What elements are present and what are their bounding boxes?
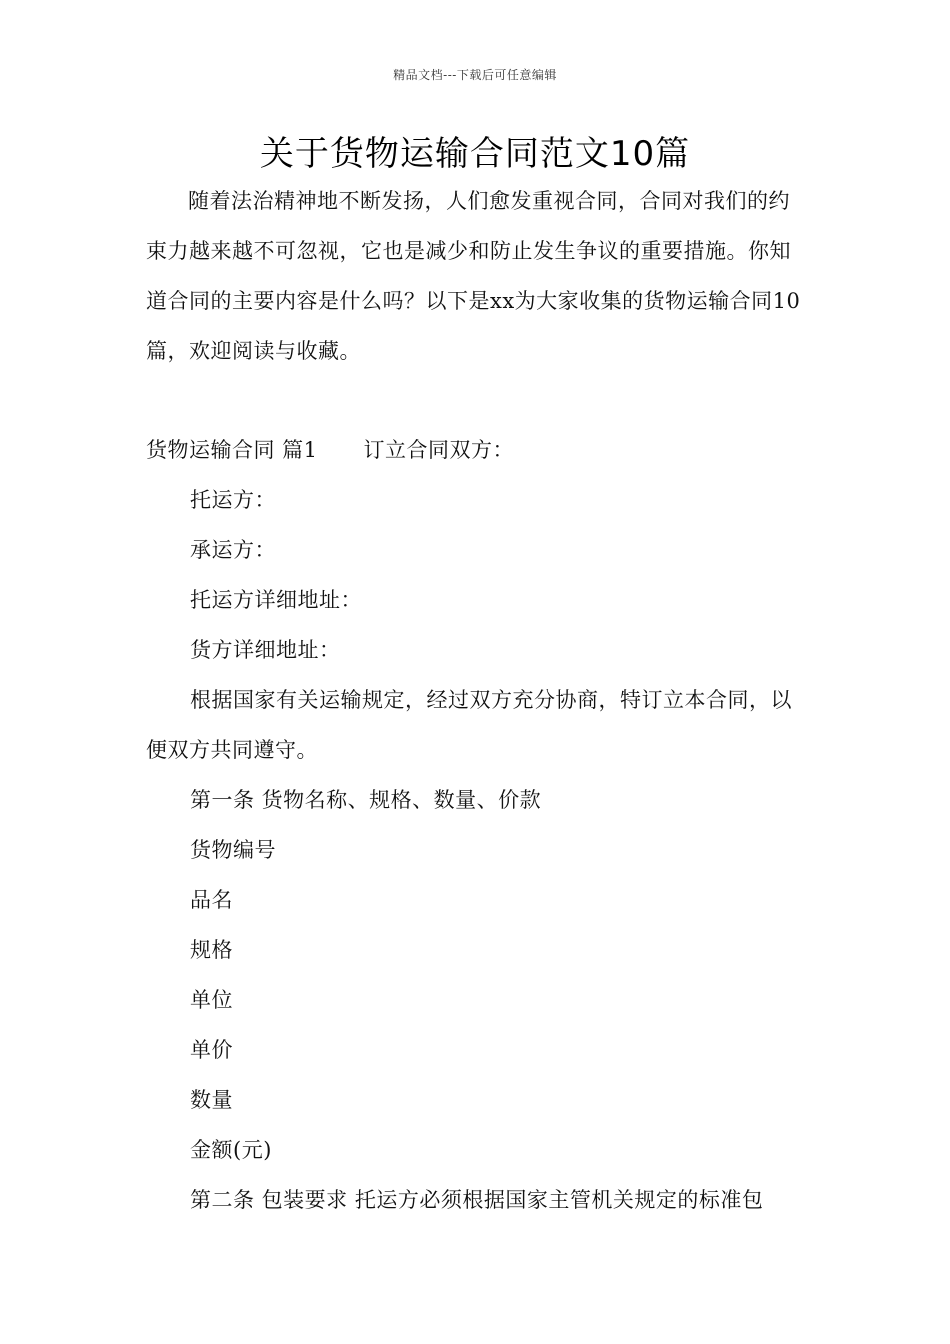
field-specification: 规格 bbox=[190, 938, 233, 962]
field-unit: 单位 bbox=[190, 988, 233, 1012]
contract-body bbox=[146, 475, 810, 1225]
shipper-address-line: 托运方详细地址： bbox=[190, 588, 362, 612]
field-amount: 金额(元) bbox=[190, 1138, 272, 1162]
carrier-line: 承运方： bbox=[190, 538, 276, 562]
intro-paragraph: 随着法治精神地不断发扬，人们愈发重视合同，合同对我们的约束力越来越不可忽视，它也是减少和防止发生争议的重要措施。你知道合同的主要内容是什么吗？以下是xx为大家收集的货物运输合同10篇，欢迎阅读与收藏。 bbox=[146, 189, 801, 363]
intro-paragraph-block bbox=[146, 176, 810, 376]
field-goods-number: 货物编号 bbox=[190, 838, 276, 862]
section-subheading: 订立合同双方： bbox=[363, 438, 515, 462]
consignee-address-line: 货方详细地址： bbox=[190, 638, 341, 662]
contract-preamble: 根据国家有关运输规定，经过双方充分协商，特订立本合同，以便双方共同遵守。 bbox=[146, 688, 792, 762]
article-2-heading: 第二条 包装要求 托运方必须根据国家主管机关规定的标准包 bbox=[190, 1188, 764, 1212]
section-heading-row bbox=[146, 425, 810, 475]
document-header-note: 精品文档---下载后可任意编辑 bbox=[393, 68, 557, 82]
article-1-heading: 第一条 货物名称、规格、数量、价款 bbox=[190, 788, 542, 812]
shipper-line: 托运方： bbox=[190, 488, 276, 512]
field-product-name: 品名 bbox=[190, 888, 233, 912]
section-heading: 货物运输合同 篇1 bbox=[146, 438, 318, 462]
field-unit-price: 单价 bbox=[190, 1038, 233, 1062]
field-quantity: 数量 bbox=[190, 1088, 233, 1112]
document-title: 关于货物运输合同范文10篇 bbox=[259, 134, 691, 174]
